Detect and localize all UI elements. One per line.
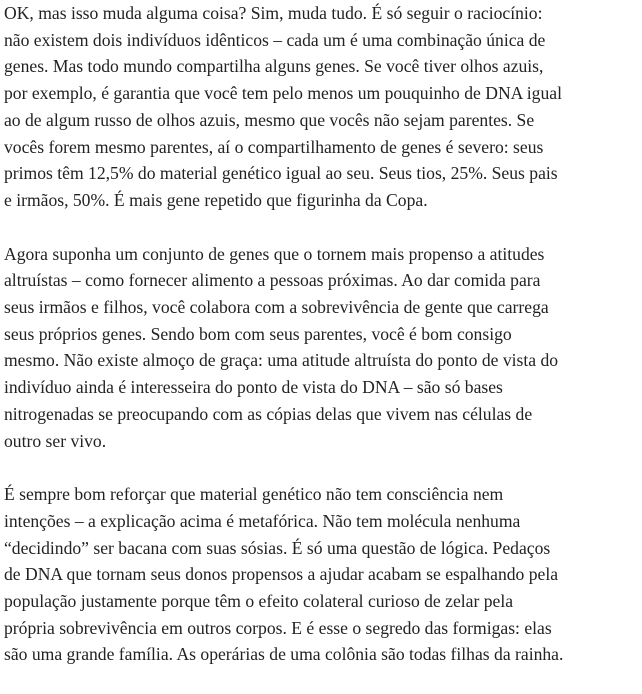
text-line: intenções – a explicação acima é metafórica. Não tem molécula nenhuma <box>4 510 521 531</box>
paragraph-3 <box>4 481 642 668</box>
text-line: população justamente porque têm o efeito colateral curioso de zelar pela <box>4 591 514 612</box>
text-line: seus próprios genes. Sendo bom com seus parentes, você é bom consigo <box>4 323 512 344</box>
text-line: “decidindo” ser bacana com suas sósias. É só uma questão de lógica. Pedaços <box>4 537 551 558</box>
text-line: altruístas – como fornecer alimento a pessoas próximas. Ao dar comida para <box>4 270 541 291</box>
text-line: mesmo. Não existe almoço de graça: uma atitude altruísta do ponto de vista do <box>4 350 559 371</box>
paragraph-1 <box>4 0 642 214</box>
paragraph-2 <box>4 241 642 455</box>
text-line: e irmãos, 50%. É mais gene repetido que figurinha da Copa. <box>4 189 428 210</box>
text-line: É sempre bom reforçar que material genético não tem consciência nem <box>4 484 504 505</box>
text-line: genes. Mas todo mundo compartilha alguns genes. Se você tiver olhos azuis, <box>4 56 544 77</box>
text-line: Agora suponha um conjunto de genes que o tornem mais propenso a atitudes <box>4 243 545 264</box>
text-line: vocês forem mesmo parentes, aí o compartilhamento de genes é severo: seus <box>4 136 544 157</box>
text-line: por exemplo, é garantia que você tem pelo menos um pouquinho de DNA igual <box>4 83 562 104</box>
text-line: OK, mas isso muda alguma coisa? Sim, muda tudo. É só seguir o raciocínio: <box>4 3 543 23</box>
text-line: ao de algum russo de olhos azuis, mesmo que vocês não sejam parentes. Se <box>4 109 535 130</box>
text-line: seus irmãos e filhos, você colabora com a sobrevivência de gente que carrega <box>4 297 549 318</box>
text-line: não existem dois indivíduos idênticos – cada um é uma combinação única de <box>4 29 546 50</box>
text-line: nitrogenadas se preocupando com as cópias delas que vivem nas células de <box>4 403 533 424</box>
text-line: são uma grande família. As operárias de uma colônia são todas filhas da rainha. <box>4 644 564 665</box>
text-line: outro ser vivo. <box>4 430 107 451</box>
text-line: indivíduo ainda é interesseira do ponto de vista do DNA – são só bases <box>4 377 503 398</box>
text-line: de DNA que tornam seus donos propensos a ajudar acabam se espalhando pela <box>4 564 559 585</box>
text-line: própria sobrevivência em outros corpos. E é esse o segredo das formigas: elas <box>4 617 552 638</box>
text-line: primos têm 12,5% do material genético igual ao seu. Seus tios, 25%. Seus pais <box>4 163 558 184</box>
